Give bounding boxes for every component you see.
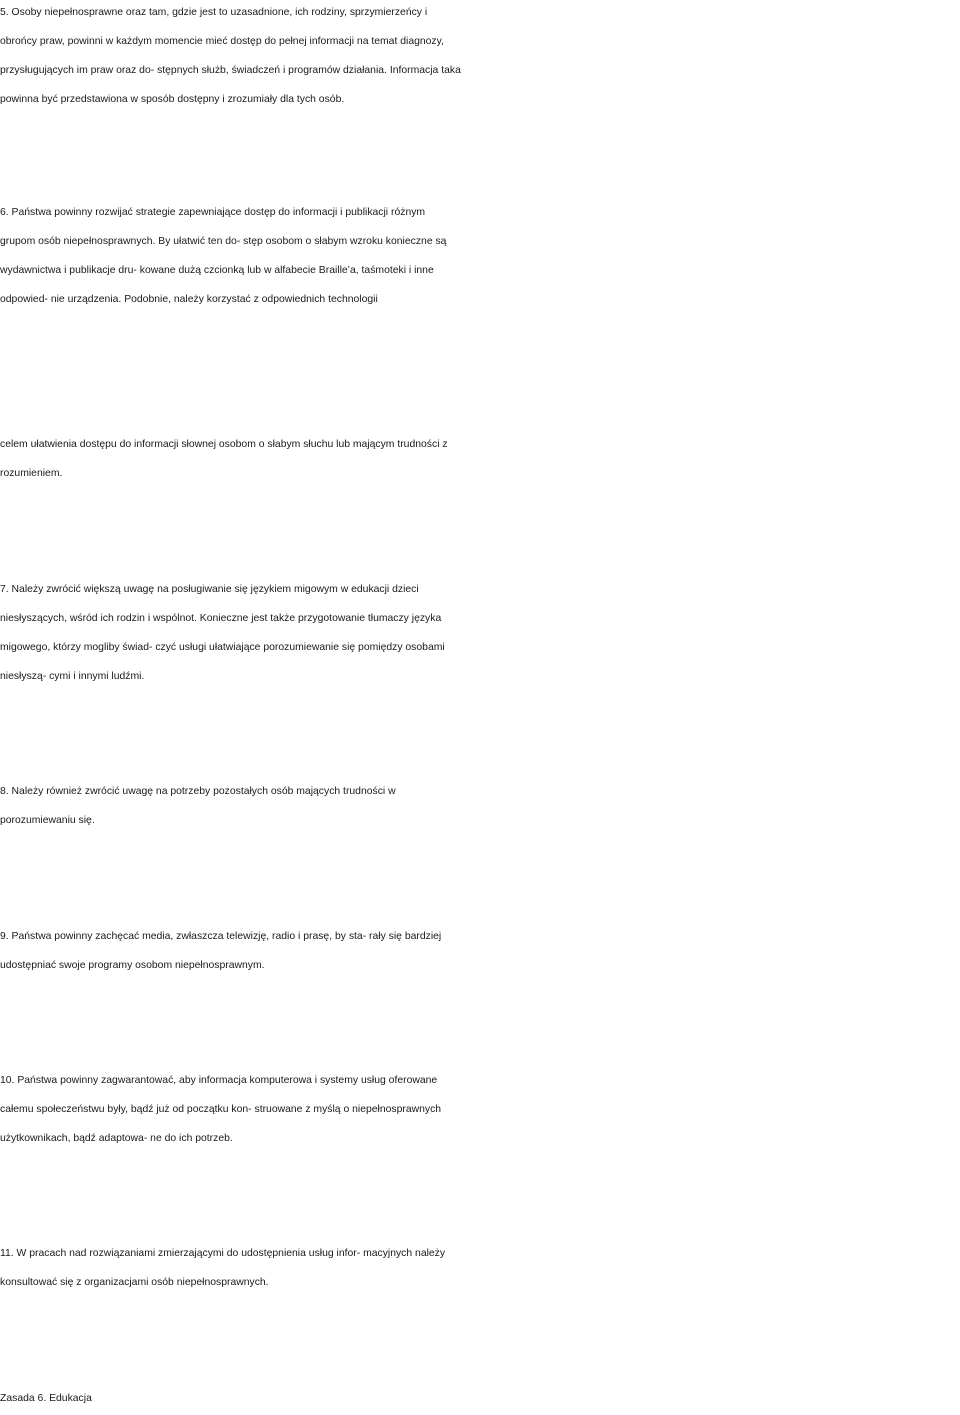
paragraph-line: całemu społeczeństwu były, bądź już od początku kon- struowane z myślą o niepełnosprawnych — [0, 1104, 442, 1115]
paragraph-8 — [0, 777, 958, 835]
paragraph-line: niesłyszą- cymi i innymi ludźmi. — [0, 671, 145, 682]
paragraph-line: udostępniać swoje programy osobom niepełnosprawnym. — [0, 960, 265, 971]
paragraph-9 — [0, 922, 958, 980]
paragraph-line: 8. Należy również zwrócić uwagę na potrzeby pozostałych osób mających trudności w — [0, 786, 396, 797]
paragraph-line: 11. W pracach nad rozwiązaniami zmierzającymi do udostępnienia usług infor- macyjnych należy — [0, 1248, 446, 1259]
paragraph-line: grupom osób niepełnosprawnych. By ułatwić ten do- stęp osobom o słabym wzroku konieczne są — [0, 236, 447, 247]
paragraph-line: porozumiewaniu się. — [0, 815, 95, 826]
paragraph-line: wydawnictwa i publikacje dru- kowane dużą czcionką lub w alfabecie Braille’a, taśmoteki i inne — [0, 265, 434, 276]
paragraph-line: użytkownikach, bądź adaptowa- ne do ich potrzeb. — [0, 1133, 233, 1144]
paragraph-10 — [0, 1066, 958, 1153]
paragraph-line: konsultować się z organizacjami osób niepełnosprawnych. — [0, 1277, 269, 1288]
paragraph-line: odpowied- nie urządzenia. Podobnie, należy korzystać z odpowiednich technologii — [0, 294, 378, 305]
paragraph-line: 5. Osoby niepełnosprawne oraz tam, gdzie jest to uzasadnione, ich rodziny, sprzymierzeńcy i — [0, 7, 428, 18]
paragraph-line: powinna być przedstawiona w sposób dostępny i zrozumiały dla tych osób. — [0, 94, 345, 105]
paragraph-line: 7. Należy zwrócić większą uwagę na posługiwanie się językiem migowym w edukacji dzieci — [0, 584, 419, 595]
paragraph-line: celem ułatwienia dostępu do informacji słownej osobom o słabym słuchu lub mającym trudności z — [0, 439, 448, 450]
paragraph-line: 9. Państwa powinny zachęcać media, zwłaszcza telewizję, radio i prasę, by sta- rały się bardziej — [0, 931, 442, 942]
paragraph-line: rozumieniem. — [0, 468, 63, 479]
paragraph-7 — [0, 575, 958, 691]
paragraph-line: 10. Państwa powinny zagwarantować, aby informacja komputerowa i systemy usług oferowane — [0, 1075, 438, 1086]
paragraph-5 — [0, 0, 958, 114]
paragraph-6 — [0, 198, 958, 314]
section-heading — [0, 1384, 958, 1413]
paragraph-line: obrońcy praw, powinni w każdym momencie mieć dostęp do pełnej informacji na temat diagnozy, — [0, 36, 444, 47]
paragraph-line: przysługujących im praw oraz do- stępnych służb, świadczeń i programów działania. Informacja taka — [0, 65, 461, 76]
section-heading-text: Zasada 6. Edukacja — [0, 1393, 92, 1404]
paragraph-line: migowego, którzy mogliby świad- czyć usługi ułatwiające porozumiewanie się pomiędzy osobami — [0, 642, 445, 653]
paragraph-line: niesłyszących, wśród ich rodzin i wspólnot. Konieczne jest także przygotowanie tłumaczy języka — [0, 613, 442, 624]
paragraph-line: 6. Państwa powinny rozwijać strategie zapewniające dostęp do informacji i publikacji różnym — [0, 207, 426, 218]
paragraph-11 — [0, 1239, 958, 1297]
paragraph-6-continuation — [0, 430, 958, 488]
